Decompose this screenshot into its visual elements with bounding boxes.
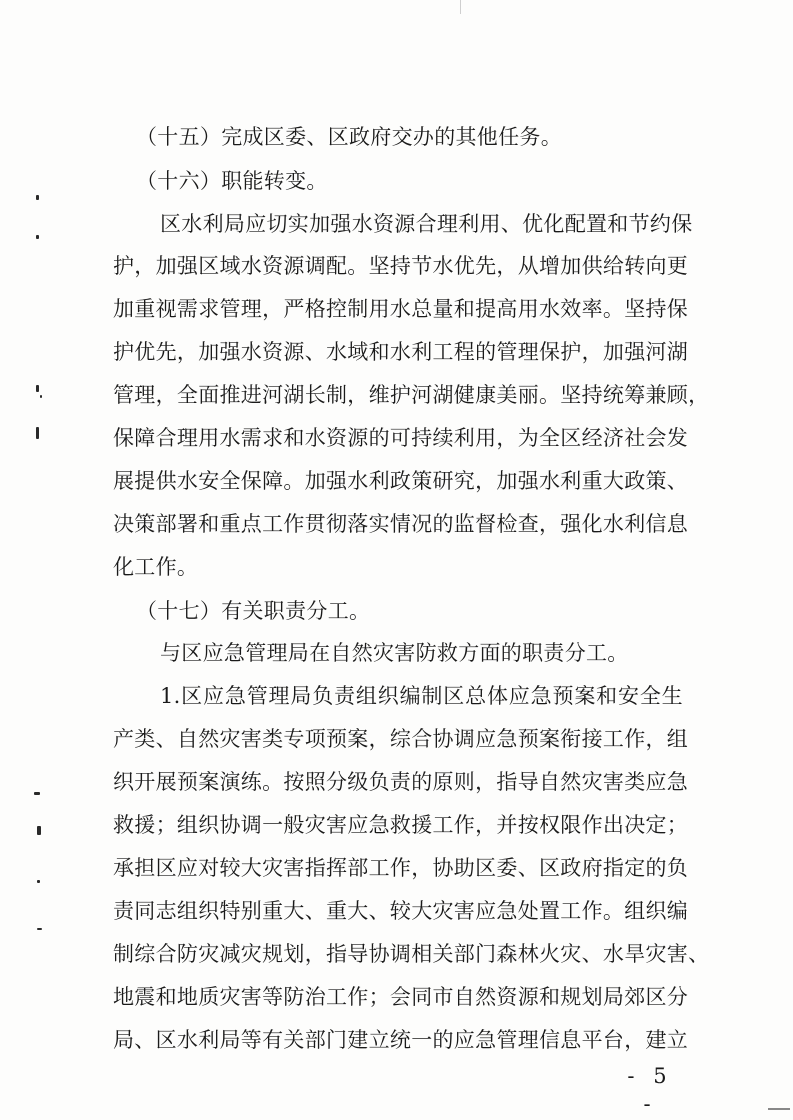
text-line: 化工作。 (113, 555, 199, 579)
text-line: 加重视需求管理，严格控制用水总量和提高用水效率。坚持保 (113, 297, 689, 321)
scan-speck (36, 427, 39, 439)
scan-speck (40, 395, 42, 398)
text-line: 产类、自然灾害类专项预案，综合协调应急预案衔接工作，组 (113, 727, 689, 751)
text-line: 地震和地质灾害等防治工作；会同市自然资源和规划局郊区分 (113, 985, 689, 1009)
text-line: 管理，全面推进河湖长制，维护河湖健康美丽。坚持统筹兼顾， (113, 383, 710, 407)
scan-edge-mark (768, 1108, 790, 1110)
text-line: 织开展预案演练。按照分级负责的原则，指导自然灾害类应急 (113, 770, 689, 794)
scan-speck (37, 880, 40, 883)
text-line: 局、区水利局等有关部门建立统一的应急管理信息平台，建立 (113, 1028, 689, 1052)
text-line: 展提供水安全保障。加强水利政策研究，加强水利重大政策、 (113, 469, 689, 493)
scan-speck (34, 792, 40, 795)
text-line: 责同志组织特别重大、重大、较大灾害应急处置工作。组织编 (113, 899, 689, 923)
text-line: 护，加强区域水资源调配。坚持节水优先，从增加供给转向更 (113, 254, 689, 278)
text-line: 决策部署和重点工作贯彻落实情况的监督检查，强化水利信息 (113, 512, 689, 536)
text-line: 与区应急管理局在自然灾害防救方面的职责分工。 (160, 641, 629, 665)
text-line: 区水利局应切实加强水资源合理利用、优化配置和节约保 (160, 212, 693, 236)
text-line: （十五）完成区委、区政府交办的其他任务。 (136, 125, 562, 149)
text-line: 制综合防灾减灾规划，指导协调相关部门森林火灾、水旱灾害、 (113, 942, 710, 966)
text-line: 护优先，加强水资源、水域和水利工程的管理保护，加强河湖 (113, 340, 689, 364)
scan-speck (37, 826, 41, 835)
scan-speck (37, 928, 42, 930)
text-line: 承担区应对较大灾害指挥部工作，协助区委、区政府指定的负 (113, 856, 689, 880)
scan-speck (36, 385, 39, 392)
text-line: 1.区应急管理局负责组织编制区总体应急预案和安全生 (160, 684, 683, 708)
scan-speck (36, 195, 39, 200)
scan-edge-mark (460, 0, 461, 14)
page-number: - 5 - (627, 1064, 673, 1116)
scan-speck (36, 235, 39, 239)
text-line: 救援；组织协调一般灾害应急救援工作，并按权限作出决定； (113, 813, 689, 837)
text-line: 保障合理用水需求和水资源的可持续利用，为全区经济社会发 (113, 426, 689, 450)
text-line: （十七）有关职责分工。 (136, 599, 371, 623)
text-line: （十六）职能转变。 (136, 169, 328, 193)
